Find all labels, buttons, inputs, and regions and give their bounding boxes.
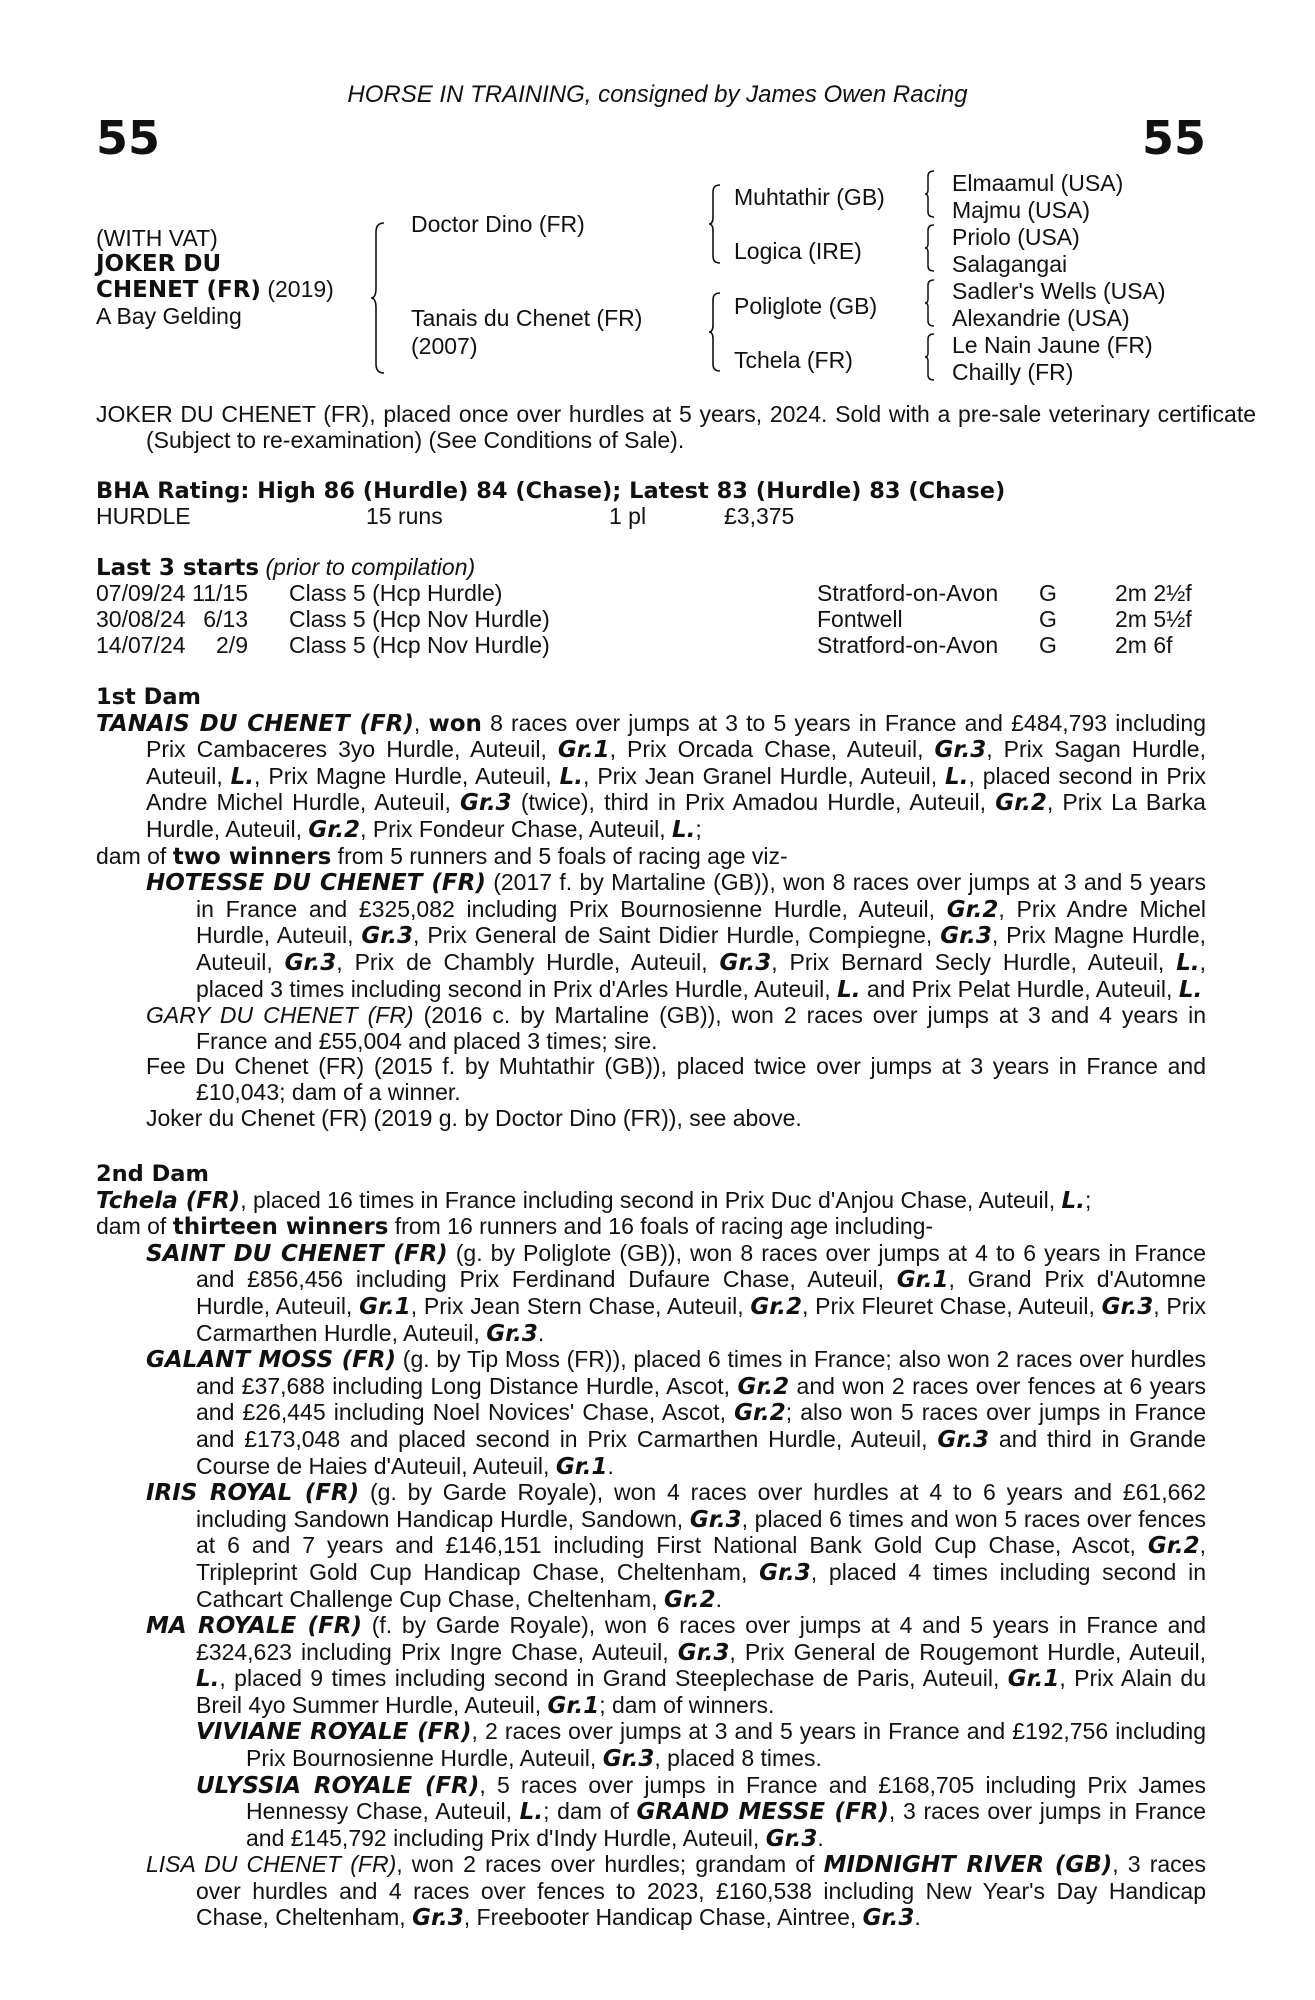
horse-identity — [96, 226, 366, 329]
horse-year: (2019) — [260, 276, 334, 303]
produce-name: ULYSSIA ROYALE (FR) — [196, 1772, 480, 1799]
pedigree-brace-g2 — [924, 224, 936, 272]
ggp-2: Majmu (USA) — [952, 197, 1091, 223]
grand-messe-name: GRAND MESSE (FR) — [636, 1799, 889, 1826]
grandsire-3: Poliglote (GB) — [734, 293, 878, 319]
produce-name: MA ROYALE (FR) — [146, 1613, 363, 1640]
produce-gary: GARY DU CHENET (FR) (2016 c. by Martaline (GB)), won 2 races over jumps at 3 and 4 years in France and £55,004 and placed 3 times; sire. — [146, 1002, 1207, 1054]
pedigree-brace-dam — [708, 292, 722, 372]
start-date: 07/09/24 — [96, 580, 186, 606]
won-label: won — [428, 710, 482, 737]
page-header-title: HORSE IN TRAINING, consigned by James Owen Racing — [347, 81, 968, 108]
start-position: 6/13 — [203, 606, 248, 632]
hurdle-record-row — [96, 504, 1206, 530]
start-date: 14/07/24 — [96, 632, 186, 658]
dam-name: Tchela (FR) — [96, 1187, 241, 1214]
horse-description: A Bay Gelding — [96, 302, 242, 329]
produce-lisa: LISA DU CHENET (FR), won 2 races over hurdles; grandam of MIDNIGHT RIVER (GB), 3 races over hurdles and 4 races over fences to 2023, £160,538 including New Year's Day Handicap Chase, Cheltenham, Gr.3, Freebooter Handicap Chase, Aintree, Gr.3. — [146, 1851, 1206, 1931]
grandsire-1: Muhtathir (GB) — [734, 184, 885, 210]
pedigree-brace-g4 — [924, 333, 936, 381]
start-course: Stratford-on-Avon — [817, 632, 999, 658]
produce-fee: Fee Du Chenet (FR) (2015 f. by Muhtathir (GB)), placed twice over jumps at 3 years in France and £10,043; dam of a winner. — [146, 1053, 1206, 1105]
second-dam-section — [96, 1162, 1206, 1931]
produce-viviane: VIVIANE ROYALE (FR), 2 races over jumps at 3 and 5 years in France and £192,756 including Prix Bournosienne Hurdle, Auteuil, Gr.3, placed 8 times. — [196, 1718, 1206, 1773]
start-distance: 2m 5½f — [1115, 606, 1192, 632]
last3-title: Last 3 starts — [96, 555, 260, 581]
pedigree-brace-g3 — [924, 279, 936, 327]
lot-number-right: 55 — [1142, 111, 1207, 165]
second-dam-produce-summary: dam of thirteen winners from 16 runners and 16 foals of racing age including- — [96, 1213, 934, 1241]
lot-number-left: 55 — [96, 111, 161, 165]
start-course: Fontwell — [817, 606, 903, 632]
ggp-5: Sadler's Wells (USA) — [952, 278, 1166, 304]
start-course: Stratford-on-Avon — [817, 580, 999, 606]
start-position: 2/9 — [216, 632, 248, 658]
produce-name: GALANT MOSS (FR) — [146, 1347, 397, 1374]
produce-name: VIVIANE ROYALE (FR) — [196, 1719, 472, 1746]
pedigree-brace-main — [370, 222, 386, 374]
produce-name: GARY DU CHENET (FR) — [146, 1002, 414, 1029]
produce-hotesse: HOTESSE DU CHENET (FR) (2017 f. by Martaline (GB)), won 8 races over jumps at 3 and 5 years in France and £325,082 including Prix Bournosienne Hurdle, Auteuil, Gr.2, Prix Andre Michel Hurdle, Auteuil, Gr.3, Prix General de Saint Didier Hurdle, Compiegne, Gr.3, Prix Magne Hurdle, Auteuil, Gr.3, Prix de Chambly Hurdle, Auteuil, Gr.3, Prix Bernard Secly Hurdle, Auteuil, L., placed 3 times including second in Prix d'Arles Hurdle, Auteuil, L. and Prix Pelat Hurdle, Auteuil, L. — [146, 869, 1207, 1003]
first-dam-heading: 1st Dam — [96, 684, 201, 710]
ggp-3: Priolo (USA) — [952, 224, 1080, 250]
record-runs: 15 runs — [366, 503, 443, 529]
grandsire-4: Tchela (FR) — [734, 347, 853, 373]
bha-rating: BHA Rating: High 86 (Hurdle) 84 (Chase); Latest 83 (Hurdle) 83 (Chase) — [96, 478, 1006, 504]
midnight-river-name: MIDNIGHT RIVER (GB) — [823, 1852, 1113, 1879]
last3-note: (prior to compilation) — [259, 554, 476, 580]
record-type: HURDLE — [96, 503, 191, 529]
produce-name: IRIS ROYAL (FR) — [146, 1480, 360, 1507]
horse-name-line1: JOKER DU — [96, 250, 222, 277]
last3-heading — [96, 555, 475, 582]
first-dam-produce-summary: dam of two winners from 5 runners and 5 foals of racing age viz- — [96, 842, 788, 870]
produce-ma-royale: MA ROYALE (FR) (f. by Garde Royale), won 6 races over jumps at 4 and 5 years in France and £324,623 including Prix Ingre Chase, Auteuil, Gr.3, Prix General de Rougemont Hurdle, Auteuil, L., placed 9 times including second in Grand Steeplechase de Paris, Auteuil, Gr.1, Prix Alain du Breil 4yo Summer Hurdle, Auteuil, Gr.1; dam of winners. — [146, 1612, 1207, 1719]
start-distance: 2m 6f — [1115, 632, 1173, 658]
sire-name: Doctor Dino (FR) — [411, 211, 585, 237]
record-earnings: £3,375 — [724, 503, 795, 529]
vat-label: (WITH VAT) — [96, 225, 218, 251]
start-row-2 — [96, 607, 1206, 633]
dam-name: TANAIS DU CHENET (FR) — [96, 710, 414, 737]
summary-paragraph: JOKER DU CHENET (FR), placed once over hurdles at 5 years, 2024. Sold with a pre-sale veterinary certificate (Subject to re-examination) (See Conditions of Sale). — [96, 401, 1256, 453]
ggp-6: Alexandrie (USA) — [952, 305, 1130, 331]
produce-name: LISA DU CHENET (FR) — [146, 1851, 397, 1878]
horse-name-line2: CHENET (FR) — [96, 277, 261, 304]
pedigree-brace-g1 — [924, 170, 936, 218]
winners-count: two winners — [172, 843, 332, 870]
great-grandparents — [952, 170, 1166, 386]
start-date: 30/08/24 — [96, 606, 186, 632]
produce-iris: IRIS ROYAL (FR) (g. by Garde Royale), won 4 races over hurdles at 4 to 6 years and £61,662 including Sandown Handicap Hurdle, Sandown, Gr.3, placed 6 times and won 5 races over fences at 6 and 7 years and £146,151 including First National Bank Gold Cup Chase, Ascot, Gr.2, Tripleprint Gold Cup Handicap Chase, Cheltenham, Gr.3, placed 4 times including second in Cathcart Challenge Cup Chase, Cheltenham, Gr.2. — [146, 1479, 1207, 1613]
start-row-1 — [96, 581, 1206, 607]
ggp-1: Elmaamul (USA) — [952, 170, 1124, 196]
dam-name: Tanais du Chenet (FR) — [411, 305, 643, 331]
start-going: G — [1039, 632, 1057, 658]
winners-count: thirteen winners — [172, 1214, 389, 1241]
produce-ulyssia: ULYSSIA ROYALE (FR), 5 races over jumps in France and £168,705 including Prix James Hennessy Chase, Auteuil, L.; dam of GRAND MESSE (FR), 3 races over jumps in France and £145,792 including Prix d'Indy Hurdle, Auteuil, Gr.3. — [196, 1771, 1207, 1852]
second-dam-heading: 2nd Dam — [96, 1161, 209, 1187]
second-dam-record: Tchela (FR), placed 16 times in France including second in Prix Duc d'Anjou Chase, Auteuil, L.; — [96, 1186, 1092, 1214]
produce-name: HOTESSE DU CHENET (FR) — [146, 870, 486, 897]
produce-galant: GALANT MOSS (FR) (g. by Tip Moss (FR)), placed 6 times in France; also won 2 races over hurdles and £37,688 including Long Distance Hurdle, Ascot, Gr.2 and won 2 races over fences at 6 years and £26,445 including Noel Novices' Chase, Ascot, Gr.2; also won 5 races over jumps in France and £173,048 and placed second in Prix Carmarthen Hurdle, Auteuil, Gr.3 and third in Grande Course de Haies d'Auteuil, Auteuil, Gr.1. — [146, 1346, 1207, 1480]
pedigree-brace-sire — [708, 184, 722, 264]
ggp-4: Salagangai — [952, 251, 1068, 277]
first-dam-record: TANAIS DU CHENET (FR), won 8 races over jumps at 3 to 5 years in France and £484,793 including Prix Cambaceres 3yo Hurdle, Auteuil, Gr.1, Prix Orcada Chase, Auteuil, Gr.3, Prix Sagan Hurdle, Auteuil, L., Prix Magne Hurdle, Auteuil, L., Prix Jean Granel Hurdle, Auteuil, L., placed second in Prix Andre Michel Hurdle, Auteuil, Gr.3 (twice), third in Prix Amadou Hurdle, Auteuil, Gr.2, Prix La Barka Hurdle, Auteuil, Gr.2, Prix Fondeur Chase, Auteuil, L.; — [96, 709, 1207, 843]
first-dam-section — [96, 685, 1206, 1131]
start-position: 11/15 — [192, 580, 248, 606]
start-going: G — [1039, 606, 1057, 632]
start-distance: 2m 2½f — [1115, 580, 1192, 606]
produce-saint: SAINT DU CHENET (FR) (g. by Poliglote (GB)), won 8 races over jumps at 4 to 6 years in France and £856,456 including Prix Ferdinand Dufaure Chase, Auteuil, Gr.1, Grand Prix d'Automne Hurdle, Auteuil, Gr.1, Prix Jean Stern Chase, Auteuil, Gr.2, Prix Fleuret Chase, Auteuil, Gr.3, Prix Carmarthen Hurdle, Auteuil, Gr.3. — [146, 1239, 1207, 1347]
start-race: Class 5 (Hcp Nov Hurdle) — [289, 632, 550, 658]
start-race: Class 5 (Hcp Hurdle) — [289, 580, 503, 606]
start-going: G — [1039, 580, 1057, 606]
record-placed: 1 pl — [609, 503, 647, 529]
dam-year: (2007) — [411, 333, 478, 359]
ggp-8: Chailly (FR) — [952, 359, 1074, 385]
start-row-3 — [96, 633, 1206, 659]
start-race: Class 5 (Hcp Nov Hurdle) — [289, 606, 550, 632]
produce-name: SAINT DU CHENET (FR) — [146, 1240, 448, 1267]
grandsire-2: Logica (IRE) — [734, 238, 862, 264]
ggp-7: Le Nain Jaune (FR) — [952, 332, 1153, 358]
produce-joker: Joker du Chenet (FR) (2019 g. by Doctor Dino (FR)), see above. — [146, 1104, 802, 1131]
